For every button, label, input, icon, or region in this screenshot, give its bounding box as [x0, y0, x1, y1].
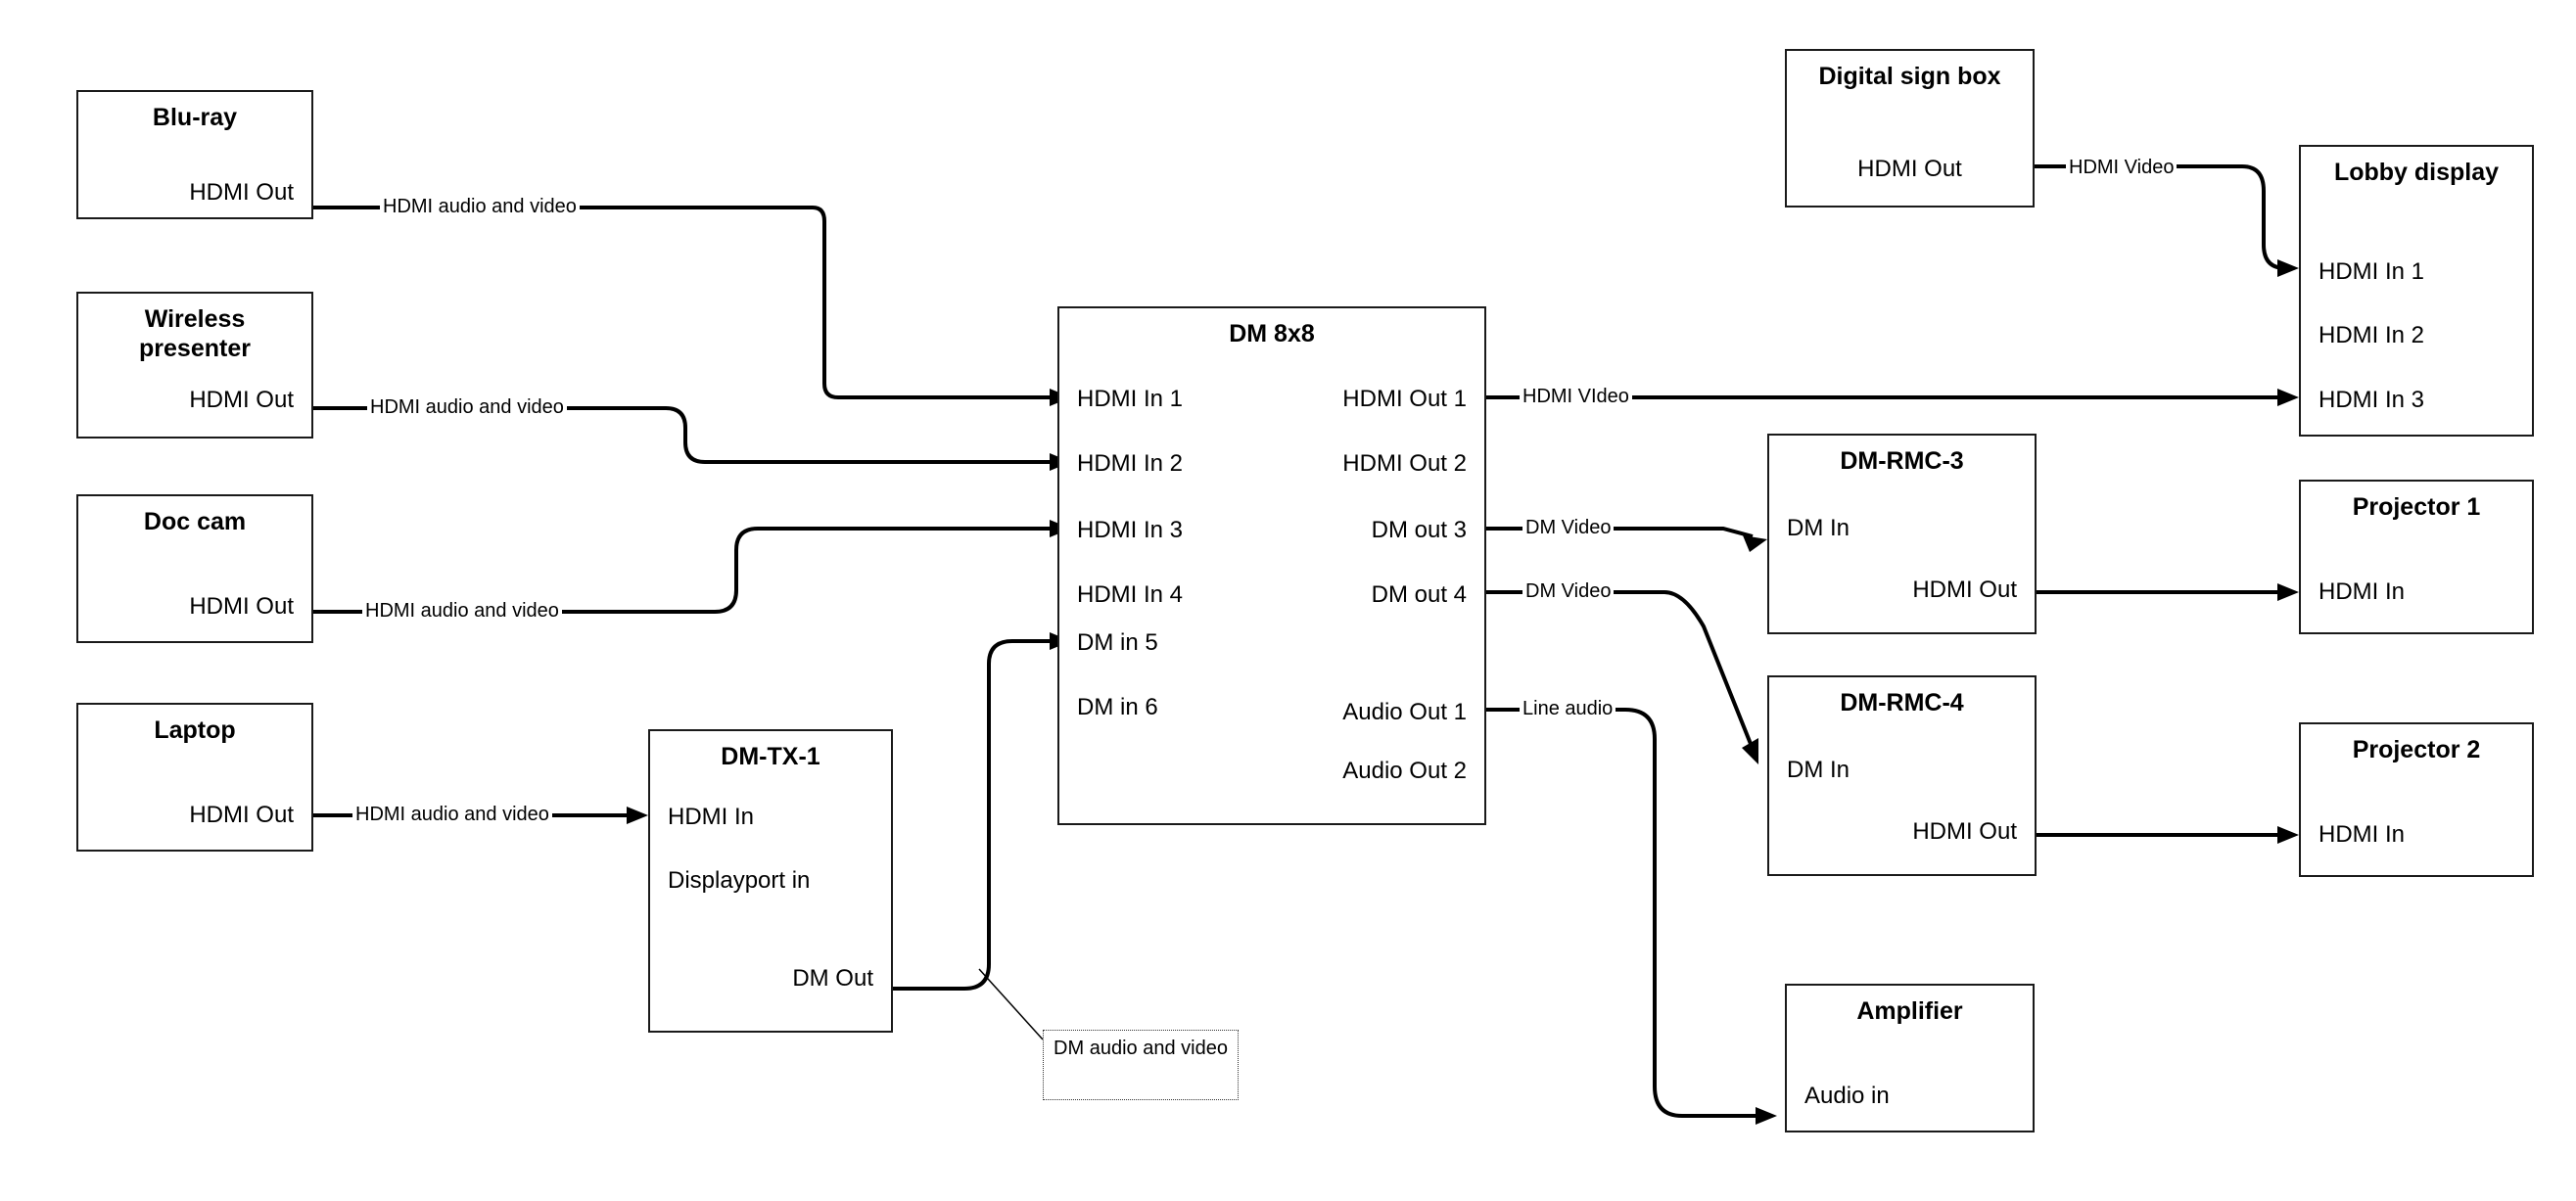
port-tx-hdmi-in[interactable]: HDMI In: [668, 804, 755, 830]
port-dm-hdmi-in-3[interactable]: HDMI In 3: [1077, 517, 1184, 543]
port-dm-dm-in-5[interactable]: DM in 5: [1077, 629, 1158, 656]
node-title: Amplifier: [1856, 997, 1963, 1025]
wire-tx-to-dm: [893, 641, 1057, 989]
port-projector1-hdmi-in[interactable]: HDMI In: [2318, 578, 2406, 605]
port-lobby-hdmi-in-3[interactable]: HDMI In 3: [2318, 387, 2425, 413]
port-dm-dm-out-3[interactable]: DM out 3: [1371, 517, 1467, 543]
edge-label-doccam: HDMI audio and video: [362, 600, 562, 623]
port-dm-hdmi-out-1[interactable]: HDMI Out 1: [1342, 386, 1467, 412]
node-title: Projector 2: [2352, 736, 2481, 763]
port-doccam-hdmi-out[interactable]: HDMI Out: [189, 593, 294, 620]
port-signbox-hdmi-out[interactable]: HDMI Out: [1857, 156, 1962, 182]
node-dm-8x8[interactable]: [1057, 306, 1486, 825]
port-dm-dm-in-6[interactable]: DM in 6: [1077, 694, 1158, 720]
port-rmc4-dm-in[interactable]: DM In: [1787, 757, 1850, 783]
port-laptop-hdmi-out[interactable]: HDMI Out: [189, 802, 294, 828]
edge-label-dm-hdmi-video: HDMI VIdeo: [1520, 386, 1632, 408]
edge-label-dm-video-3: DM Video: [1522, 517, 1614, 539]
arrow-laptop-to-tx: [627, 807, 648, 824]
arrow-audio-to-amp: [1756, 1107, 1777, 1125]
node-title: DM-RMC-4: [1840, 689, 1964, 716]
node-title: Blu-ray: [152, 104, 238, 131]
port-dm-hdmi-in-4[interactable]: HDMI In 4: [1077, 581, 1184, 608]
node-title: Wireless presenter: [139, 305, 251, 362]
edge-label-line-audio: Line audio: [1520, 698, 1616, 720]
node-title: Digital sign box: [1818, 63, 2001, 90]
port-dm-audio-out-2[interactable]: Audio Out 2: [1342, 758, 1467, 784]
node-title: DM-TX-1: [721, 743, 820, 770]
node-title: DM 8x8: [1229, 320, 1315, 347]
node-digital-sign-box[interactable]: [1785, 49, 2035, 208]
port-amplifier-audio-in[interactable]: Audio in: [1804, 1083, 1890, 1109]
arrow-rmc3-to-proj1: [2277, 583, 2299, 601]
port-lobby-hdmi-in-2[interactable]: HDMI In 2: [2318, 322, 2425, 348]
port-rmc4-hdmi-out[interactable]: HDMI Out: [1912, 818, 2017, 845]
port-lobby-hdmi-in-1[interactable]: HDMI In 1: [2318, 258, 2425, 285]
node-title: DM-RMC-3: [1840, 447, 1964, 475]
edge-label-bluray: HDMI audio and video: [380, 196, 580, 218]
arrow-dmout4-to-rmc4: [1742, 738, 1758, 764]
wire-bluray-to-dm: [313, 208, 1057, 397]
node-wireless-presenter[interactable]: [76, 292, 313, 439]
port-dm-hdmi-in-2[interactable]: HDMI In 2: [1077, 450, 1184, 477]
edge-label-wireless: HDMI audio and video: [367, 396, 567, 419]
arrow-dm-to-lobby: [2277, 389, 2299, 406]
node-laptop[interactable]: [76, 703, 313, 852]
edge-label-signbox-lobby: HDMI Video: [2066, 157, 2177, 179]
port-dm-audio-out-1[interactable]: Audio Out 1: [1342, 699, 1467, 725]
node-title: Projector 1: [2352, 493, 2481, 521]
node-title: Lobby display: [2333, 159, 2500, 186]
arrow-signbox-to-lobby: [2277, 259, 2299, 277]
node-dm-rmc-3[interactable]: [1767, 434, 2037, 634]
node-dm-rmc-4[interactable]: [1767, 675, 2037, 876]
port-bluray-hdmi-out[interactable]: HDMI Out: [189, 179, 294, 206]
node-title: Laptop: [154, 716, 236, 744]
arrow-rmc4-to-proj2: [2277, 826, 2299, 844]
node-bluray[interactable]: [76, 90, 313, 219]
port-dm-hdmi-out-2[interactable]: HDMI Out 2: [1342, 450, 1467, 477]
wire-signbox-to-lobby: [2035, 166, 2285, 268]
port-rmc3-dm-in[interactable]: DM In: [1787, 515, 1850, 541]
node-lobby-display[interactable]: [2299, 145, 2534, 437]
port-wireless-hdmi-out[interactable]: HDMI Out: [189, 387, 294, 413]
node-amplifier[interactable]: [1785, 984, 2035, 1132]
edge-label-dm-video-4: DM Video: [1522, 580, 1614, 603]
wire-dmout4-to-rmc4: [1486, 592, 1753, 749]
edge-label-laptop: HDMI audio and video: [352, 804, 552, 826]
node-dm-tx-1[interactable]: [648, 729, 893, 1033]
port-rmc3-hdmi-out[interactable]: HDMI Out: [1912, 577, 2017, 603]
port-tx-dm-out[interactable]: DM Out: [792, 965, 873, 992]
port-dm-hdmi-in-1[interactable]: HDMI In 1: [1077, 386, 1184, 412]
port-tx-displayport-in[interactable]: Displayport in: [668, 867, 811, 894]
arrow-dmout3-to-rmc3: [1743, 535, 1767, 552]
port-projector2-hdmi-in[interactable]: HDMI In: [2318, 821, 2406, 848]
port-dm-dm-out-4[interactable]: DM out 4: [1371, 581, 1467, 608]
note-dm-audio-and-video: DM audio and video: [1043, 1030, 1239, 1100]
node-title: Doc cam: [143, 508, 247, 535]
node-doc-cam[interactable]: [76, 494, 313, 643]
node-projector-1[interactable]: [2299, 480, 2534, 634]
node-projector-2[interactable]: [2299, 722, 2534, 877]
wire-note-leader: [979, 969, 1043, 1039]
wire-audio-to-amp: [1486, 710, 1762, 1116]
